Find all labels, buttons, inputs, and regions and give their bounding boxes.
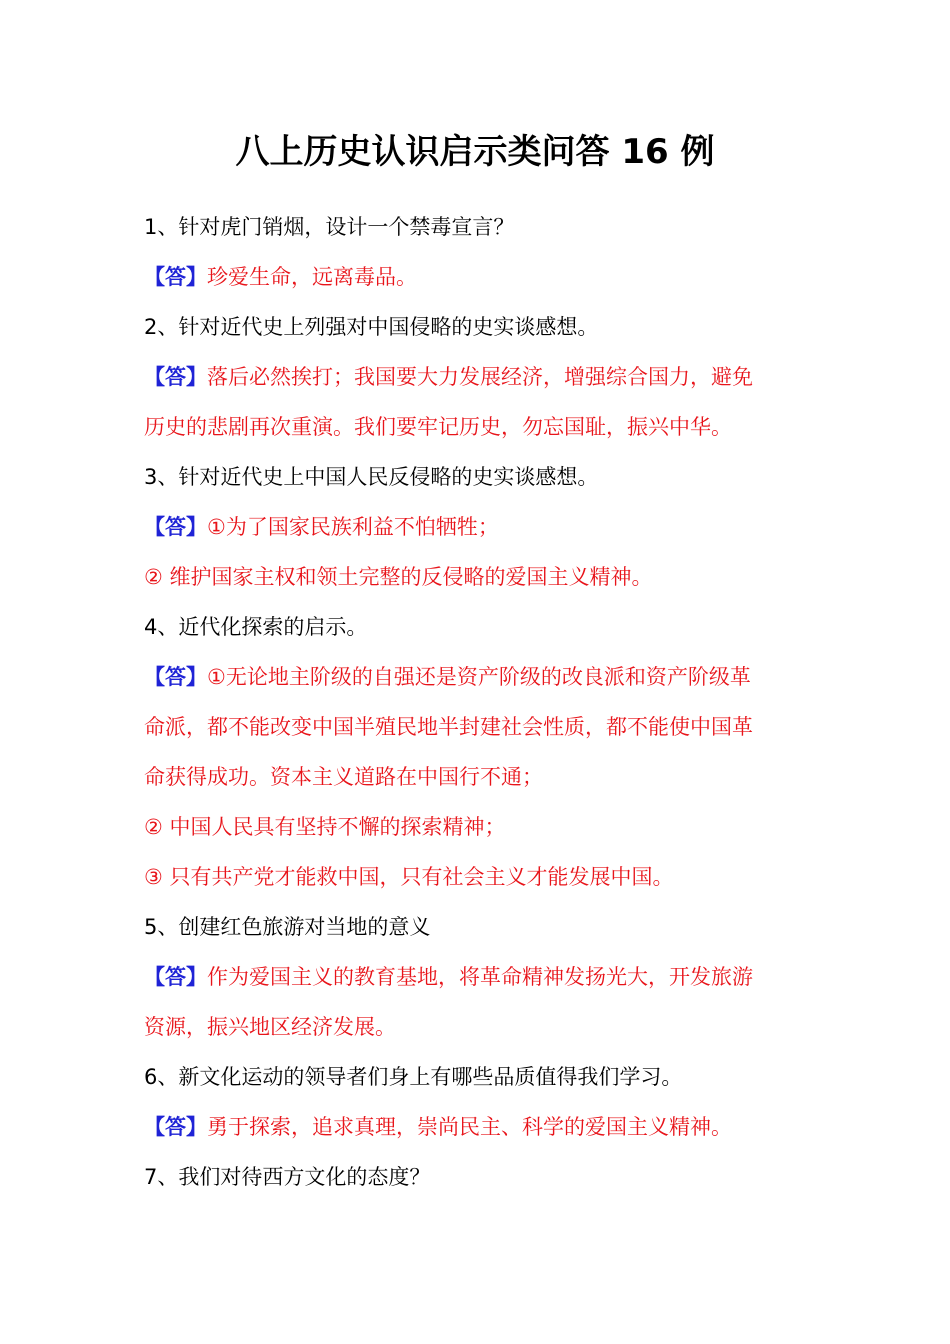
answer-line: [144, 402, 804, 452]
answer-text: 命获得成功。资本主义道路在中国行不通；: [144, 765, 543, 789]
answer-text: ② 中国人民具有坚持不懈的探索精神；: [144, 815, 506, 839]
answer-text: 历史的悲剧再次重演。我们要牢记历史，勿忘国耻，振兴中华。: [144, 415, 732, 439]
question-line: [144, 1152, 804, 1202]
question-line: [144, 902, 804, 952]
question-line: [144, 1052, 804, 1102]
question-line: [144, 452, 804, 502]
answer-text: ①无论地主阶级的自强还是资产阶级的改良派和资产阶级革: [207, 665, 751, 689]
page-title: 八上历史认识启示类问答 16 例: [235, 132, 715, 172]
question-text: 5、创建红色旅游对当地的意义: [144, 915, 431, 939]
answer-text: 命派，都不能改变中国半殖民地半封建社会性质，都不能使中国革: [144, 715, 753, 739]
answer-line: [144, 1002, 804, 1052]
answer-text: 作为爱国主义的教育基地，将革命精神发扬光大，开发旅游: [207, 965, 753, 989]
answer-line: [144, 502, 804, 552]
question-line: [144, 202, 804, 252]
answer-text: 落后必然挨打；我国要大力发展经济，增强综合国力，避免: [207, 365, 753, 389]
question-text: 3、针对近代史上中国人民反侵略的史实谈感想。: [144, 465, 599, 489]
answer-tag: 【答】: [144, 515, 207, 539]
answer-text: ③ 只有共产党才能救中国，只有社会主义才能发展中国。: [144, 865, 674, 889]
answer-line: [144, 652, 804, 702]
answer-line: [144, 552, 804, 602]
answer-line: [144, 702, 804, 752]
answer-text: 资源，振兴地区经济发展。: [144, 1015, 396, 1039]
answer-tag: 【答】: [144, 965, 207, 989]
question-text: 7、我们对待西方文化的态度？: [144, 1165, 431, 1189]
question-text: 4、近代化探索的启示。: [144, 615, 368, 639]
answer-line: [144, 1102, 804, 1152]
answer-line: [144, 252, 804, 302]
answer-text: ①为了国家民族利益不怕牺牲；: [207, 515, 499, 539]
question-text: 1、针对虎门销烟，设计一个禁毒宣言？: [144, 215, 515, 239]
qa-content: [144, 202, 804, 1202]
question-text: 2、针对近代史上列强对中国侵略的史实谈感想。: [144, 315, 599, 339]
answer-line: [144, 752, 804, 802]
answer-text: 勇于探索，追求真理，崇尚民主、科学的爱国主义精神。: [207, 1115, 732, 1139]
answer-tag: 【答】: [144, 265, 207, 289]
answer-line: [144, 802, 804, 852]
answer-line: [144, 352, 804, 402]
answer-tag: 【答】: [144, 1115, 207, 1139]
question-line: [144, 602, 804, 652]
answer-tag: 【答】: [144, 665, 207, 689]
answer-text: ② 维护国家主权和领土完整的反侵略的爱国主义精神。: [144, 565, 653, 589]
answer-line: [144, 852, 804, 902]
answer-line: [144, 952, 804, 1002]
answer-text: 珍爱生命，远离毒品。: [207, 265, 417, 289]
answer-tag: 【答】: [144, 365, 207, 389]
question-line: [144, 302, 804, 352]
question-text: 6、新文化运动的领导者们身上有哪些品质值得我们学习。: [144, 1065, 683, 1089]
